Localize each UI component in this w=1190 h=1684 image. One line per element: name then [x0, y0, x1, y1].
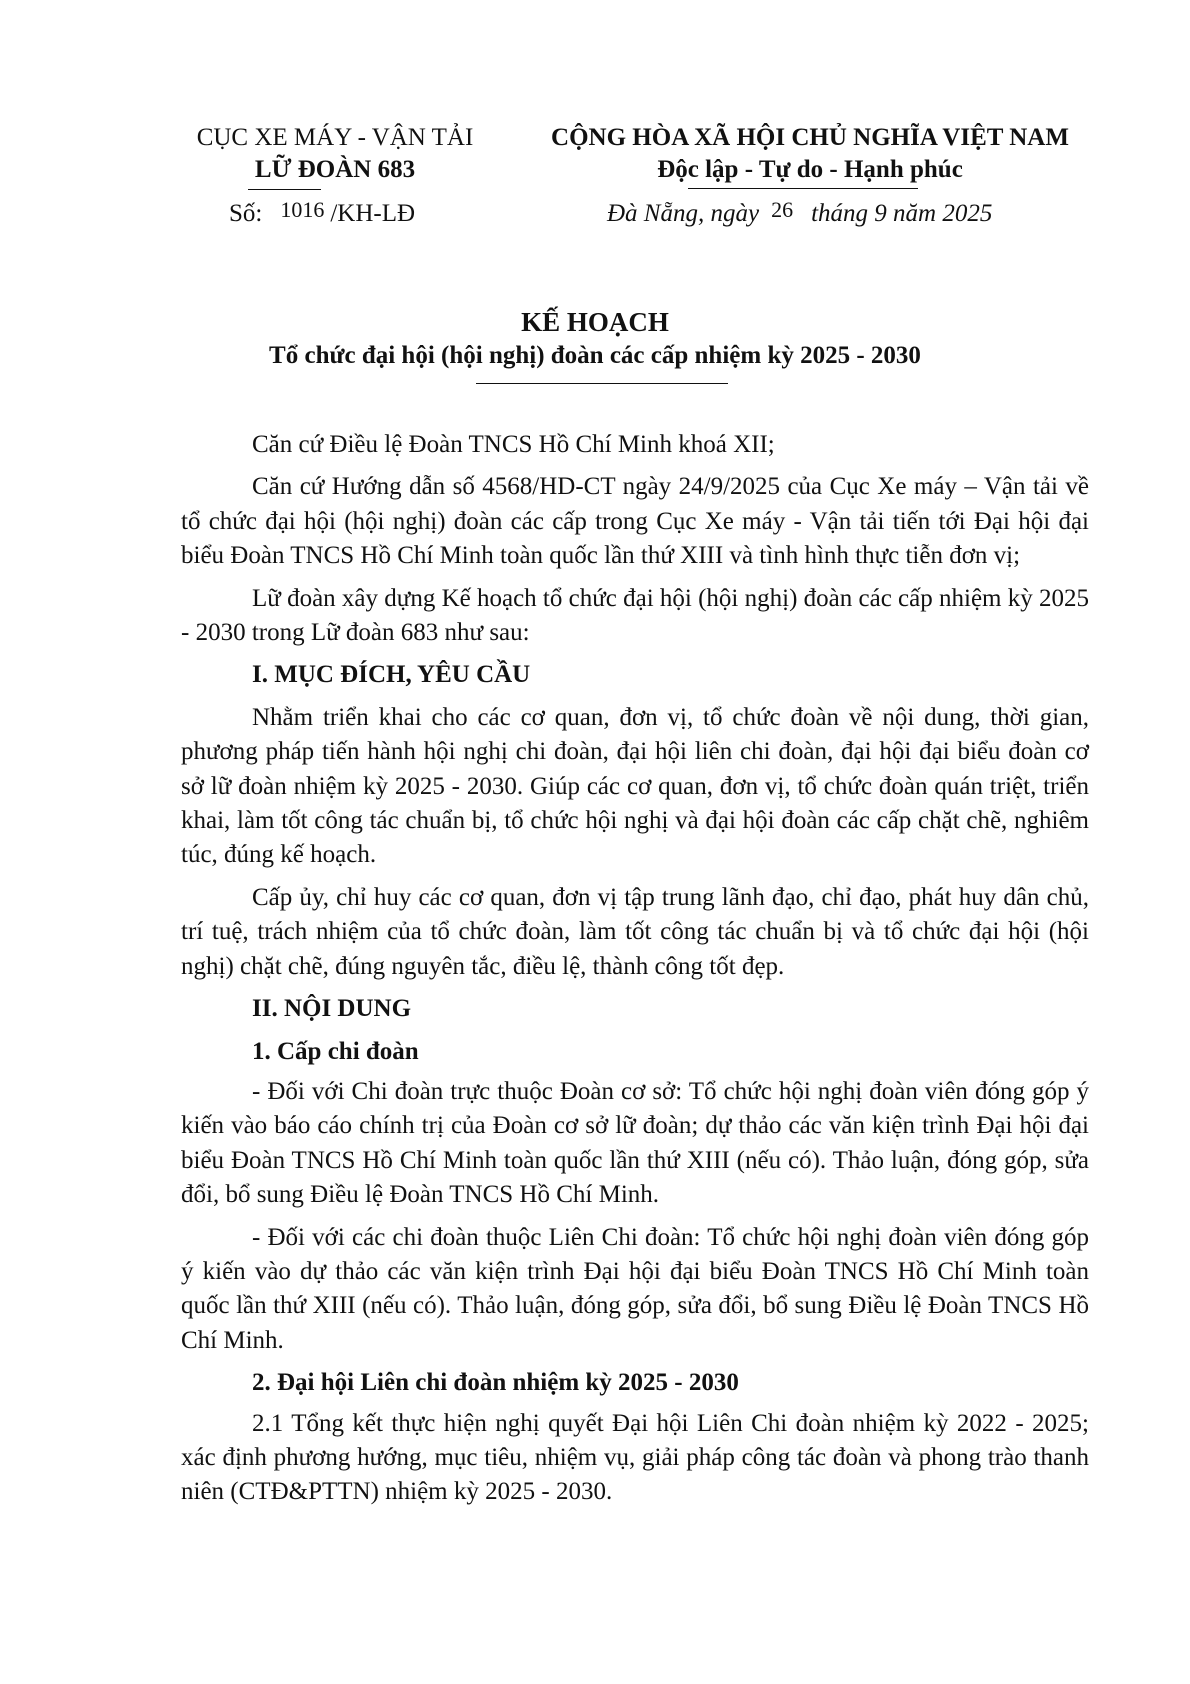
document-body	[181, 428, 1089, 1518]
paragraph-2-1: 2.1 Tổng kết thực hiện nghị quyết Đại hội Liên Chi đoàn nhiệm kỳ 2022 - 2025; xác định phương hướng, mục tiêu, nhiệm vụ, giải pháp công tác đoàn và phong trào thanh niên (CTĐ&PTTN) nhiệm kỳ 2025 - 2030.	[181, 1409, 1089, 1506]
section-heading-1: I. MỤC ĐÍCH, YÊU CẦU	[252, 661, 531, 689]
paragraph-requirement: Cấp ủy, chỉ huy các cơ quan, đơn vị tập trung lãnh đạo, chỉ đạo, phát huy dân chủ, trí tuệ, trách nhiệm của tổ chức đoàn, làm tốt công tác chuẩn bị và tổ chức đại hội (hội nghị) chặt chẽ, đúng nguyên tắc, điều lệ, thành công tốt đẹp.	[181, 883, 1089, 980]
date-prefix: Đà Nẵng, ngày	[607, 200, 760, 227]
date-suffix: tháng 9 năm 2025	[811, 200, 993, 227]
paragraph-basis-2: Căn cứ Hướng dẫn số 4568/HD-CT ngày 24/9/2025 của Cục Xe máy – Vận tải về tổ chức đại hội (hội nghị) đoàn các cấp trong Cục Xe máy - Vận tải tiến tới Đại hội đại biểu Đoàn TNCS Hồ Chí Minh toàn quốc lần thứ XIII và tình hình thực tiễn đơn vị;	[181, 473, 1089, 570]
section-heading-2: II. NỘI DUNG	[252, 995, 412, 1023]
agency-parent: CỤC XE MÁY - VẬN TẢI	[196, 124, 474, 151]
agency-name: LỮ ĐOÀN 683	[254, 156, 416, 183]
national-header	[520, 122, 1100, 186]
doc-number-label: Số:	[229, 200, 263, 227]
doc-number-value: 1016	[280, 197, 325, 222]
paragraph-branch-joint: - Đối với các chi đoàn thuộc Liên Chi đoàn: Tổ chức hội nghị đoàn viên đóng góp ý kiến vào dự thảo các văn kiện trình Đại hội đại biểu Đoàn TNCS Hồ Chí Minh toàn quốc lần thứ XIII (nếu có). Thảo luận, đóng góp, sửa đổi, bổ sung Điều lệ Đoàn TNCS Hồ Chí Minh.	[181, 1223, 1089, 1354]
agency-underline	[248, 189, 321, 190]
paragraph-branch-direct: - Đối với Chi đoàn trực thuộc Đoàn cơ sở: Tổ chức hội nghị đoàn viên đóng góp ý kiến vào báo cáo chính trị của Đoàn cơ sở lữ đoàn; dự thảo các văn kiện trình Đại hội đại biểu Đoàn TNCS Hồ Chí Minh toàn quốc lần thứ XIII (nếu có). Thảo luận, đóng góp, sửa đổi, bổ sung Điều lệ Đoàn TNCS Hồ Chí Minh.	[181, 1077, 1089, 1209]
agency-header	[170, 122, 500, 186]
document-number	[229, 197, 416, 228]
document-date	[607, 197, 993, 228]
title-subject: Tổ chức đại hội (hội nghị) đoàn các cấp nhiệm kỳ 2025 - 2030	[269, 342, 921, 369]
paragraph-basis-1: Căn cứ Điều lệ Đoàn TNCS Hồ Chí Minh khoá XII;	[252, 431, 775, 458]
date-day: 26	[771, 197, 794, 222]
doc-number-suffix: /KH-LĐ	[330, 200, 416, 227]
title-type: KẾ HOẠCH	[521, 307, 669, 337]
national-motto: Độc lập - Tự do - Hạnh phúc	[657, 156, 963, 183]
subsection-heading-1: 1. Cấp chi đoàn	[252, 1037, 419, 1065]
paragraph-intro: Lữ đoàn xây dựng Kế hoạch tổ chức đại hội (hội nghị) đoàn các cấp nhiệm kỳ 2025 - 2030 trong Lữ đoàn 683 như sau:	[181, 584, 1089, 647]
country-name: CỘNG HÒA XÃ HỘI CHỦ NGHĨA VIỆT NAM	[551, 124, 1069, 151]
paragraph-purpose: Nhằm triển khai cho các cơ quan, đơn vị, tổ chức đoàn về nội dung, thời gian, phương pháp tiến hành hội nghị chi đoàn, đại hội liên chi đoàn, đại hội đại biểu đoàn cơ sở lữ đoàn nhiệm kỳ 2025 - 2030. Giúp các cơ quan, đơn vị, tổ chức đoàn quán triệt, triển khai, làm tốt công tác chuẩn bị, tổ chức hội nghị và đại hội đoàn các cấp chặt chẽ, nghiêm túc, đúng kế hoạch.	[181, 703, 1089, 869]
motto-underline	[688, 188, 918, 189]
document-title	[120, 305, 1070, 373]
subsection-heading-2: 2. Đại hội Liên chi đoàn nhiệm kỳ 2025 - 2030	[252, 1369, 739, 1397]
title-underline	[476, 383, 728, 384]
